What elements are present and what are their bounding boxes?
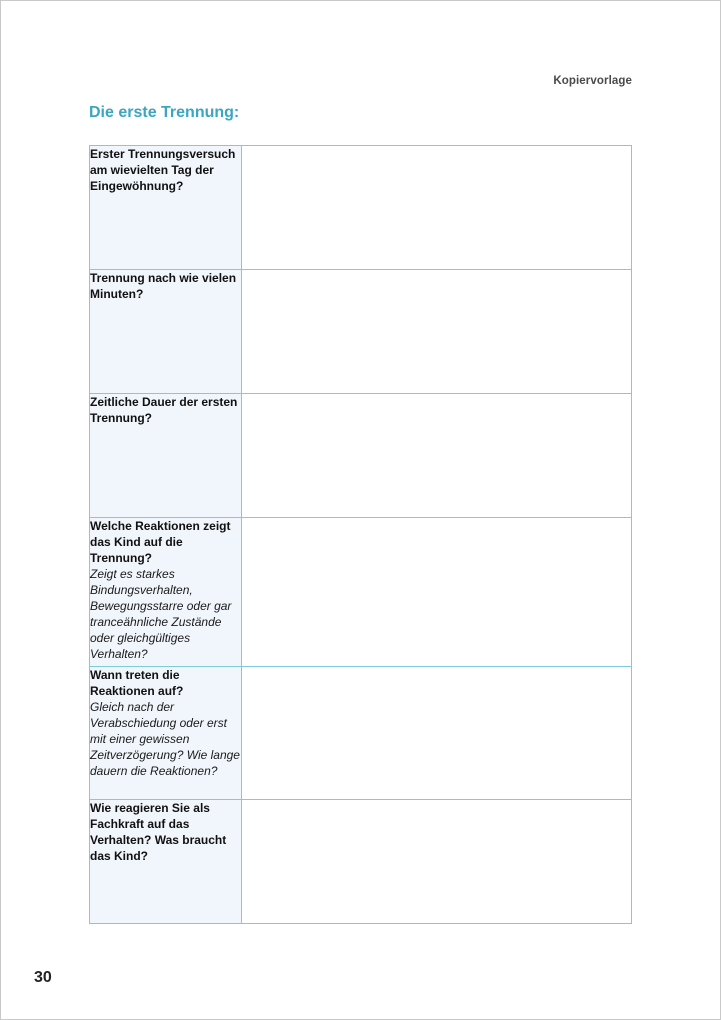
question-cell (90, 667, 242, 800)
question-cell (90, 394, 242, 518)
table-row (90, 270, 632, 394)
answer-field[interactable] (242, 518, 632, 667)
table-row (90, 667, 632, 800)
answer-field[interactable] (242, 667, 632, 800)
table-row (90, 518, 632, 667)
question-cell (90, 146, 242, 270)
page-title: Die erste Trennung: (89, 104, 240, 121)
question-cell (90, 800, 242, 924)
answer-field[interactable] (242, 800, 632, 924)
question-text: Erster Trennungsversuch am wievielten Tag der Eingewöhnung? (90, 147, 236, 193)
hint-text: Gleich nach der Verabschiedung oder erst mit einer gewissen Zeitverzögerung? Wie lange dauern die Reaktionen? (90, 700, 240, 778)
table-row (90, 800, 632, 924)
question-text: Welche Reaktionen zeigt das Kind auf die Trennung? (90, 519, 231, 565)
table-row (90, 394, 632, 518)
answer-field[interactable] (242, 270, 632, 394)
question-text: Wann treten die Reaktionen auf? (90, 668, 184, 698)
worksheet-table (89, 145, 632, 924)
table-row (90, 146, 632, 270)
question-cell (90, 270, 242, 394)
question-cell (90, 518, 242, 667)
question-text: Zeitliche Dauer der ersten Trennung? (90, 395, 238, 425)
question-text: Trennung nach wie vielen Minuten? (90, 271, 237, 301)
question-text: Wie reagieren Sie als Fachkraft auf das Verhalten? Was braucht das Kind? (90, 801, 227, 863)
answer-field[interactable] (242, 394, 632, 518)
hint-text: Zeigt es starkes Bindungsverhalten, Bewegungsstarre oder gar tranceähnliche Zustände oder gleichgültiges Verhalten? (90, 567, 232, 661)
running-head: Kopiervorlage (553, 75, 632, 87)
answer-field[interactable] (242, 146, 632, 270)
page-number: 30 (34, 969, 52, 986)
